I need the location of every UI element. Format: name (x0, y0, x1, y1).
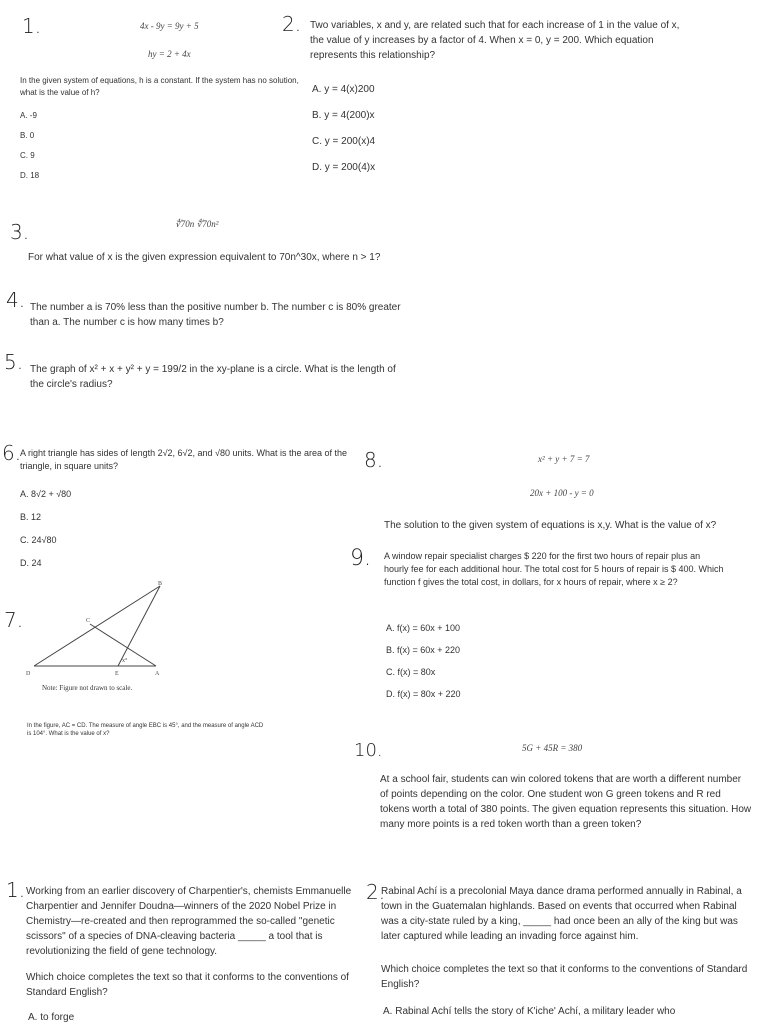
q9-choice-a[interactable]: A. f(x) = 60x + 100 (386, 623, 461, 633)
rw1-choice-a[interactable]: A. to forge (28, 1012, 75, 1023)
q7-label-x: x° (122, 658, 128, 664)
q8-prompt: The solution to the given system of equations is x,y. What is the value of x? (384, 520, 717, 531)
q6-prompt: A right triangle has sides of length 2√2, 6√2, and √80 units. What is the area of the triangle, in square units? (20, 448, 348, 471)
q1-choice-a[interactable]: A. -9 (20, 111, 37, 120)
q2-choices (312, 82, 512, 175)
q9-choice-d[interactable]: D. f(x) = 80x + 220 (386, 689, 461, 699)
q7-line-be (118, 586, 160, 666)
q7-note: Note: Figure not drawn to scale. (42, 684, 133, 692)
q9-choice-c[interactable]: C. f(x) = 80x (386, 667, 436, 677)
q2-choice-c[interactable]: C. y = 200(x)4 (312, 136, 376, 147)
rw1-number: 1. (6, 878, 26, 902)
q9-number: 9. (350, 546, 371, 571)
rw2-number: 2. (366, 880, 386, 904)
q1-choice-d[interactable]: D. 18 (20, 171, 40, 180)
q2-prompt: Two variables, x and y, are related such that for each increase of 1 in the value of x, the value of y increases by a factor of 4. When x = 0, y = 200. Which equation represents this relationship? (310, 20, 680, 61)
q10-prompt: At a school fair, students can win colored tokens that are worth a different number of points depending on the color. One student won G green tokens and R red tokens worth a total of 380 points. The given equation represents this situation. How many more points is a red token worth than a green token? (380, 774, 752, 830)
q6-number: 6. (2, 441, 22, 465)
q9-choices (386, 622, 586, 701)
q9-prompt: A window repair specialist charges $ 220 for the first two hours of repair plus an hourly fee for each additional hour. The total cost for 5 hours of repair is $ 400. Which function f gives the total cost, in dollars, for x hours of repair, where x ≥ 2? (384, 551, 724, 587)
q1-equation-1: 4x - 9y = 9y + 5 (140, 21, 199, 31)
q2-choice-d[interactable]: D. y = 200(4)x (312, 162, 376, 173)
q7-label-e: E (115, 671, 119, 677)
q2-choice-b[interactable]: B. y = 4(200)x (312, 110, 375, 121)
q1-number: 1. (22, 14, 42, 38)
q5-prompt: The graph of x² + x + y² + y = 199/2 in the xy-plane is a circle. What is the length of the circle's radius? (30, 364, 396, 390)
q7-number: 7. (4, 608, 24, 632)
q2-number: 2. (282, 12, 302, 36)
q7-prompt: In the figure, AC = CD. The measure of angle EBC is 45°, and the measure of angle ACD is 104°. What is the value of x? (27, 723, 264, 737)
q6-choices (20, 488, 170, 570)
rw1-prompt: Working from an earlier discovery of Charpentier's, chemists Emmanuelle Charpentier and Jennifer Doudna—winners of the 2020 Nobel Prize in Chemistry—re-created and then reprogrammed the so-called "genetic scissors" of a species of DNA-cleaving bacteria _____ a tool that is revolutionizing the field of gene technology. (26, 886, 352, 957)
rw2-prompt: Rabinal Achí is a precolonial Maya dance drama performed annually in Rabinal, a town in the Guatemalan highlands. Based on events that occurred when Rabinal was a city-state ruled by a king, _____ had once been an ally of the king but was later captured while leading an invading force against him. (381, 886, 742, 942)
q1-prompt: In the given system of equations, h is a constant. If the system has no solution, what is the value of h? (20, 76, 299, 97)
q2-choice-a[interactable]: A. y = 4(x)200 (312, 84, 375, 95)
q6-choice-b[interactable]: B. 12 (20, 512, 42, 522)
q7-label-b: B (158, 581, 163, 587)
q3-number: 3. (10, 220, 30, 244)
q7-line-db (34, 586, 160, 666)
q1-equation-2: hy = 2 + 4x (148, 49, 191, 59)
rw1-question: Which choice completes the text so that it conforms to the conventions of Standard English? (26, 972, 349, 998)
q1-choice-c[interactable]: C. 9 (20, 151, 35, 160)
rw2-choice-a[interactable]: A. Rabinal Achí tells the story of K'iche' Achí, a military leader who (383, 1006, 676, 1017)
q8-equation-2: 20x + 100 - y = 0 (530, 488, 594, 498)
q4-prompt: The number a is 70% less than the positive number b. The number c is 80% greater than a. The number c is how many times b? (30, 302, 401, 328)
q8-number: 8. (364, 448, 384, 472)
q3-expression: ∜70n ∜70n² (175, 219, 219, 229)
q6-choice-d[interactable]: D. 24 (20, 558, 42, 568)
q8-equation-1: x² + y + 7 = 7 (538, 454, 590, 464)
q1-choice-b[interactable]: B. 0 (20, 131, 35, 140)
q10-equation: 5G + 45R = 380 (522, 743, 583, 753)
q1-choices (20, 110, 140, 182)
q7-triangle-figure (22, 580, 172, 680)
rw2-question: Which choice completes the text so that it conforms to the conventions of Standard English? (381, 964, 748, 990)
q6-choice-a[interactable]: A. 8√2 + √80 (20, 489, 72, 499)
q7-label-d: D (26, 671, 31, 677)
q9-choice-b[interactable]: B. f(x) = 60x + 220 (386, 645, 461, 655)
q7-label-a: A (155, 671, 160, 677)
q10-number: 10. (354, 740, 383, 761)
q3-prompt: For what value of x is the given expression equivalent to 70n^30x, where n > 1? (28, 252, 381, 263)
q5-number: 5. (4, 350, 24, 374)
q7-label-c: C (86, 618, 91, 624)
q4-number: 4. (6, 288, 26, 312)
q6-choice-c[interactable]: C. 24√80 (20, 535, 57, 545)
